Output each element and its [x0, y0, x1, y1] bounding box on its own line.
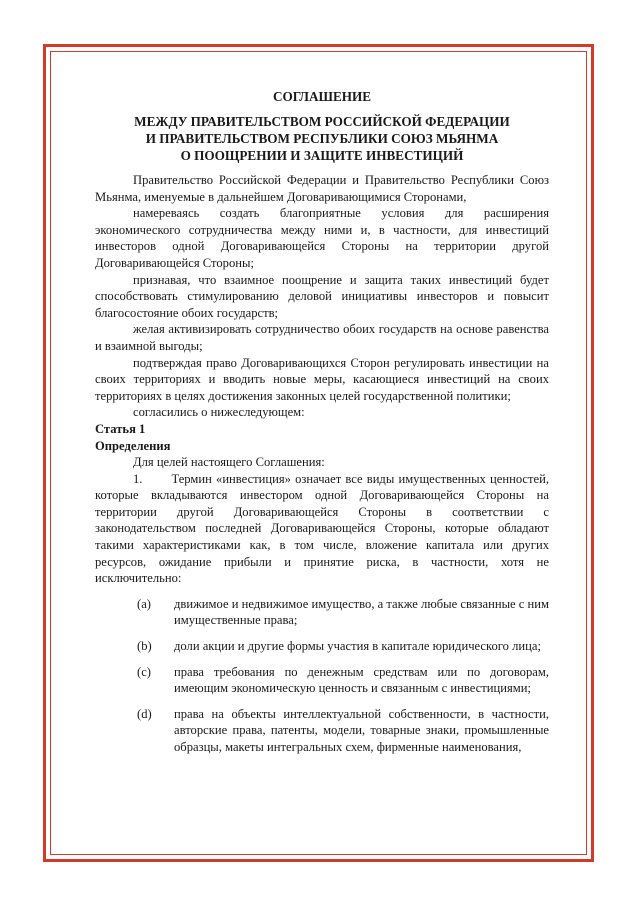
list-item-text: движимое и недвижимое имущество, а также любые связанные с ним имущественные права;	[174, 596, 549, 628]
list-item-label: (b)	[137, 639, 152, 654]
preamble-paragraph: желая активизировать сотрудничество обоих государств на основе равенства и взаимной выгоды;	[95, 322, 549, 353]
list-item-text: права на объекты интеллектуальной собственности, в частности, авторские права, патенты, модели, товарные знаки, промышленные образцы, макеты интегральных схем, фирменные наименования,	[174, 706, 549, 754]
preamble-paragraph: признавая, что взаимное поощрение и защита таких инвестиций будет способствовать стимулированию деловой инициативы инвесторов и повысит благосостояние обоих государств;	[95, 272, 549, 320]
list-item-label: (a)	[137, 596, 151, 611]
preamble	[95, 172, 549, 421]
list-item-text: доли акции и другие формы участия в капитале юридического лица;	[174, 639, 541, 654]
article-1	[95, 421, 553, 756]
preamble-paragraph: подтверждая право Договаривающихся Сторон регулировать инвестиции на своих территориях и вводить новые меры, касающиеся инвестиций на своих территориях в целях достижения законных целей государственной политики;	[95, 355, 549, 403]
article-title: Определения	[95, 438, 171, 453]
list-item	[95, 664, 549, 697]
document-subtitle-line-2: И ПРАВИТЕЛЬСТВОМ РЕСПУБЛИКИ СОЮЗ МЬЯНМА	[145, 131, 499, 146]
list-item	[95, 596, 549, 629]
article-number: Статья 1	[95, 421, 146, 436]
list-item-label: (c)	[137, 664, 151, 679]
clause-1: 1. Термин «инвестиция» означает все виды имущественных ценностей, которые вкладываются инвестором одной Договаривающейся Стороны на территории другой Договаривающейся Стороны в соответствии с законодательством последней Договаривающейся Стороны, которые обладают такими характеристиками как, в том числе, вложение капитала или других ресурсов, ожидание прибыли и принятие риска, в частности, хотя не исключительно:	[95, 471, 553, 586]
document-subtitle-line-3: О ПООЩРЕНИИ И ЗАЩИТЕ ИНВЕСТИЦИЙ	[180, 148, 464, 163]
document-subtitle-line-1: МЕЖДУ ПРАВИТЕЛЬСТВОМ РОССИЙСКОЙ ФЕДЕРАЦИИ	[134, 114, 510, 129]
preamble-paragraph: намереваясь создать благоприятные условия для расширения экономического сотрудничества между ними и, в частности, для инвестиций инвесторов одной Договаривающейся Стороны на территории другой Договаривающейся Стороны;	[95, 206, 549, 270]
document-body	[95, 88, 553, 765]
list-item	[95, 638, 549, 655]
preamble-paragraph: согласились о нижеследующем:	[133, 405, 305, 420]
article-intro: Для целей настоящего Соглашения:	[133, 455, 325, 470]
list-item	[95, 706, 549, 756]
preamble-paragraph: Правительство Российской Федерации и Правительство Республики Союз Мьянма, именуемые в дальнейшем Договаривающимися Сторонами,	[95, 173, 549, 204]
document-title: СОГЛАШЕНИЕ	[272, 89, 372, 104]
list-item-label: (d)	[137, 706, 152, 721]
list-item-text: права требования по денежным средствам или по договорам, имеющим экономическую ценность и связанным с инвестициями;	[174, 664, 549, 696]
